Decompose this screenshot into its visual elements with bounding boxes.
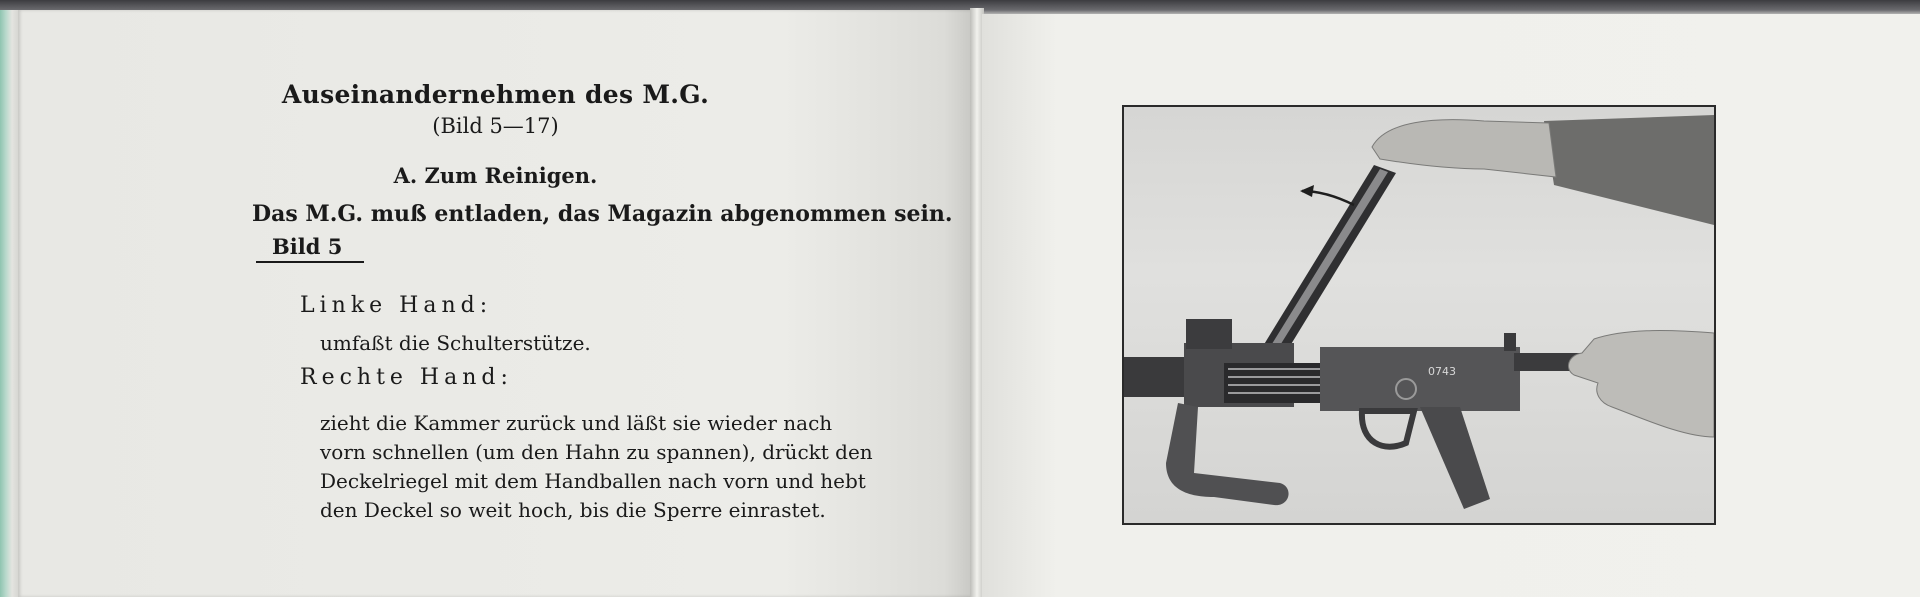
photo-illustration: [1124, 107, 1714, 523]
machine-gun-photo: [1122, 105, 1716, 525]
rear-sight: [1504, 333, 1516, 351]
instruction-line: Deckelriegel mit dem Handballen nach vorn und hebt: [320, 469, 866, 493]
figure-reference: Bild 5: [256, 234, 364, 263]
serial-number: 0743: [1428, 365, 1456, 378]
pistol-grip: [1420, 407, 1490, 509]
instruction-line: den Deckel so weit hoch, bis die Sperre einrastet.: [320, 498, 826, 522]
lower-hand: [1568, 331, 1714, 437]
instruction-line: umfaßt die Schulterstütze.: [320, 331, 591, 355]
left-page: [18, 10, 973, 597]
right-hand-instruction: [320, 409, 873, 525]
page-edges: [0, 10, 20, 597]
carrying-handle: [1166, 403, 1289, 505]
instruction-line: zieht die Kammer zurück und läßt sie wieder nach: [320, 411, 833, 435]
section-heading: A. Zum Reinigen.: [393, 163, 598, 188]
page-title: Auseinandernehmen des M.G.: [281, 80, 710, 109]
trigger-guard: [1362, 411, 1414, 447]
instruction-line: vorn schnellen (um den Hahn zu spannen), drückt den: [320, 440, 873, 464]
upper-hand: [1372, 120, 1556, 177]
cover-highlight: [1267, 169, 1388, 355]
receiver-body: [1320, 347, 1520, 411]
right-hand-label: Rechte Hand:: [300, 365, 513, 390]
arrow-head-icon: [1300, 185, 1314, 197]
sleeve: [1544, 115, 1714, 225]
left-hand-label: Linke Hand:: [300, 293, 493, 318]
left-hand-instruction: [320, 329, 591, 358]
magazine-housing: [1186, 319, 1232, 349]
figure-range: (Bild 5—17): [432, 114, 559, 138]
requirement-text: Das M.G. muß entladen, das Magazin abgenommen sein.: [252, 201, 953, 227]
